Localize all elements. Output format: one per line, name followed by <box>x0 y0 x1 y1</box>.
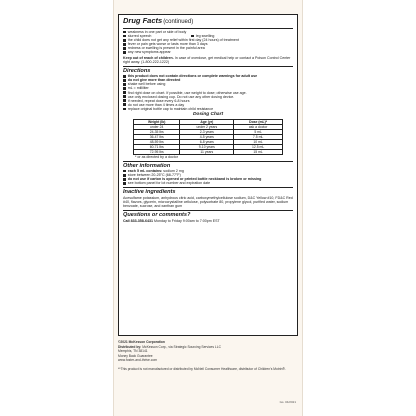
chart-cell: 11 years <box>180 149 234 154</box>
bullet-icon <box>123 182 126 185</box>
bullet-icon <box>123 31 126 34</box>
chart-cell: 6-8 years <box>180 139 234 144</box>
chart-cell: 4-5 years <box>180 134 234 139</box>
drug-facts-box: Drug Facts (continued) weakness in one part or side of body slurred speech leg swelling the child does not get any relief within first day (24 hours) of treatment fever or pain gets worse or lasts more than 3 days redness or swelling is present in the painful area any new symptoms appear Keep out of reach of children. In case of overdose, get medical help or contact a Poison Control Center right away. (1-800-222-1222) Directions this product does not contain directions or complete warnings for adult use do not give more than directed shake well before using mL = milliliter find right dose on chart. If possible, use weight to dose; otherwise use age. use only enclosed dosing cup. Do not use any other dosing device. if needed, repeat dose every 6-8 hours do not use more than 4 times a day replace original bottle cap to maintain child resistance Dosing Chart Weight (lb) Age (yr) Dose (mL)* under 24 under 2 years ask a doctor 24-35 lbs 2-3 years 5 mL 36-47 lbs 4-5 years 7.5 mL 48-59 lbs 6-8 years 10 mL 60-71 lbs 9-10 years 12.5 mL 72-95 lbs 11 years 15 mL * or as directed by a doctor Other information each 5 mL contains: sodium 2 mg store between 20-25°C (68-77°F) do not use if carton is opened or printed bottle neckband is broken or missing see bottom panel for lot number and expiration date Inactive ingredients Acesulfame potassium, anhydrous citric acid, carboxymethylcellulose sodium, D&C Yellow #10, FD&C Red #40, flavors, glycerin, microcrystalline cellulose, polysorbate 80, propylene glycol, purified water, sodium benzoate, sucrose, and xanthan gum Questions or comments? Call 833-358-6431 Monday to Friday 9:00am to 7:00pm EST <box>118 14 298 336</box>
chart-cell: under 24 <box>134 124 180 129</box>
list-item: do not use if carton is opened or printed bottle neckband is broken or missing <box>123 177 293 181</box>
bullet-icon <box>123 75 126 78</box>
copyright: ©2021 McKesson Corporation <box>118 340 165 344</box>
website: www.foster-and-thrive.com <box>118 358 158 363</box>
chart-header-cell: Weight (lb) <box>134 119 180 124</box>
bullet-icon <box>123 83 126 86</box>
table-row <box>134 149 283 154</box>
package-footer <box>118 340 298 372</box>
chart-cell: ask a doctor <box>234 124 283 129</box>
dosing-chart-title: Dosing Chart <box>192 112 224 117</box>
list-item: replace original bottle cap to maintain child resistance <box>123 107 293 111</box>
bullet-icon <box>123 79 126 82</box>
chart-cell: 60-71 lbs <box>134 144 180 149</box>
table-row <box>134 139 283 144</box>
chart-header-cell: Age (yr) <box>180 119 234 124</box>
dosing-chart-note: * or as directed by a doctor <box>135 154 178 159</box>
chart-cell: under 2 years <box>180 124 234 129</box>
list-item: shake well before using <box>123 82 293 86</box>
chart-cell: 2-3 years <box>180 129 234 134</box>
inactive-ingredients-text: Acesulfame potassium, anhydrous citric acid, carboxymethylcellulose sodium, D&C Yellow #10, FD&C Red #40, flavors, glycerin, microcrystalline cellulose, polysorbate 80, propylene glycol, purified water, sodium benzoate, sucrose, and xanthan gum <box>123 195 293 209</box>
list-item: fever or pain gets worse or lasts more than 3 days <box>123 42 293 46</box>
bullet-icon <box>123 108 126 111</box>
bullet-icon <box>123 103 126 106</box>
bullet-icon <box>123 39 126 42</box>
list-item: store between 20-25°C (68-77°F) <box>123 173 293 177</box>
bullet-icon <box>123 51 126 54</box>
table-row <box>134 124 283 129</box>
chart-cell: 10 mL <box>234 139 283 144</box>
drug-facts-title: Drug Facts (continued) <box>123 16 194 25</box>
table-row <box>134 134 283 139</box>
inactive-ingredients-heading: Inactive ingredients <box>123 189 176 196</box>
bullet-icon <box>123 95 126 98</box>
chart-cell: 7.5 mL <box>234 134 283 139</box>
list-item: mL = milliliter <box>123 86 293 90</box>
directions-heading: Directions <box>123 67 151 74</box>
chart-cell: 9-10 years <box>180 144 234 149</box>
list-item: this product does not contain directions or complete warnings for adult use <box>123 74 293 78</box>
warning-list <box>123 38 293 54</box>
bullet-icon <box>123 91 126 94</box>
bullet-icon <box>123 43 126 46</box>
list-item: do not use more than 4 times a day <box>123 103 293 107</box>
table-row <box>134 129 283 134</box>
package-side-panel <box>113 0 303 416</box>
chart-cell: 24-35 lbs <box>134 129 180 134</box>
questions-contact: Call 833-358-6431 Monday to Friday 9:00am to 7:00pm EST <box>123 218 220 223</box>
keep-out-of-reach: Keep out of reach of children. In case of overdose, get medical help or contact a Poison Control Center right away. (1-800-222-1222) <box>123 55 291 64</box>
table-row <box>134 144 283 149</box>
disclaimer: **This product is not manufactured or distributed by McNeil Consumer Healthcare, distributor of Children's Motrin®. <box>118 366 286 371</box>
bullet-icon <box>123 87 126 90</box>
distributor: Distributed by: McKesson Corp., via Strategic Sourcing Services LLC <box>118 344 221 349</box>
chart-cell: 5 mL <box>234 129 283 134</box>
chart-cell: 15 mL <box>234 149 283 154</box>
list-item: redness or swelling is present in the painful area <box>123 46 293 50</box>
bullet-icon <box>123 99 126 102</box>
bullet-icon <box>123 47 126 50</box>
money-back-guarantee: Money Back Guarantee <box>118 353 153 358</box>
bullet-icon <box>123 178 126 181</box>
chart-cell: 72-95 lbs <box>134 149 180 154</box>
chart-cell: 36-47 lbs <box>134 134 180 139</box>
directions-list <box>123 74 293 111</box>
other-info-heading: Other information <box>123 162 171 169</box>
chart-cell: 12.5 mL <box>234 144 283 149</box>
issue-date: Iss. 04/2021 <box>279 400 296 404</box>
list-item: do not give more than directed <box>123 78 293 82</box>
list-item: any new symptoms appear <box>123 50 293 54</box>
chart-header-cell: Dose (mL)* <box>234 119 283 124</box>
list-item: each 5 mL contains: sodium 2 mg <box>123 169 293 173</box>
chart-cell: 48-59 lbs <box>134 139 180 144</box>
dosing-chart-table <box>133 119 283 155</box>
bullet-icon <box>123 170 126 173</box>
distributor-city: Memphis, TN 38141 <box>118 349 148 354</box>
list-item: the child does not get any relief within first day (24 hours) of treatment <box>123 38 293 42</box>
questions-heading: Questions or comments? <box>123 212 191 219</box>
list-item: if needed, repeat dose every 6-8 hours <box>123 99 293 103</box>
bullet-icon <box>123 174 126 177</box>
list-item: see bottom panel for lot number and expiration date <box>123 181 293 185</box>
bullet-icon <box>191 35 194 38</box>
list-item: find right dose on chart. If possible, use weight to dose; otherwise use age. <box>123 91 293 95</box>
list-item: use only enclosed dosing cup. Do not use any other dosing device. <box>123 95 293 99</box>
other-info-list <box>123 169 293 185</box>
bullet-icon <box>123 35 126 38</box>
